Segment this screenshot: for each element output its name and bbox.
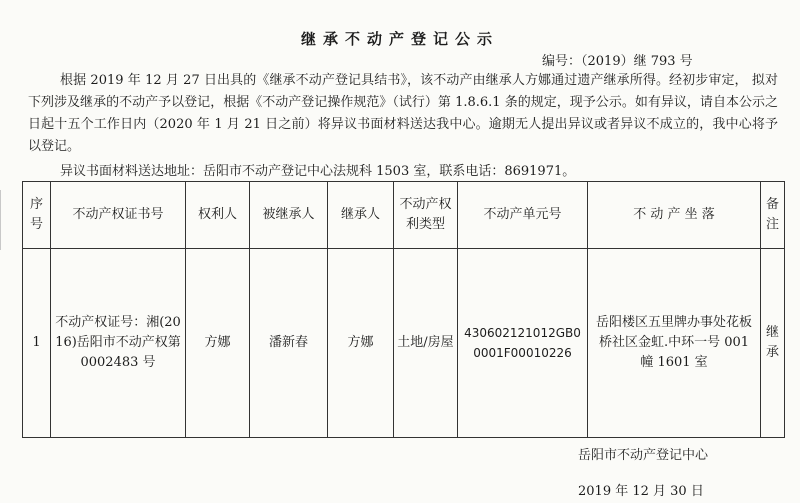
cell-remark: 继承 <box>761 249 785 438</box>
cell-right-holder: 方娜 <box>186 249 250 438</box>
header-remark: 备注 <box>761 182 785 249</box>
notice-title: 继承不动产登记公示 <box>300 30 499 48</box>
cell-cert-no: 不动产权证号：湘(2016)岳阳市不动产权第 0002483 号 <box>51 249 186 438</box>
issuer-signature: 岳阳市不动产登记中心 <box>578 448 709 463</box>
header-heir: 继承人 <box>328 182 394 249</box>
cell-location: 岳阳楼区五里牌办事处花板桥社区金虹.中环一号 001 幢 1601 室 <box>588 249 761 438</box>
header-right-type: 不动产权利类型 <box>394 182 458 249</box>
cell-heir: 方娜 <box>328 249 394 438</box>
header-decedent: 被继承人 <box>250 182 328 249</box>
issue-date: 2019 年 12 月 30 日 <box>578 484 704 499</box>
objection-address-line: 异议书面材料送达地址：岳阳市不动产登记中心法规科 1503 室，联系电话：8691971。 <box>60 164 576 179</box>
cell-right-type: 土地/房屋 <box>394 249 458 438</box>
header-seq: 序号 <box>23 182 51 249</box>
registration-table <box>22 181 785 438</box>
header-location: 不 动 产 坐 落 <box>588 182 761 249</box>
header-right-holder: 权利人 <box>186 182 250 249</box>
scan-edge-mark <box>0 190 9 250</box>
notice-paragraph: 根据 2019 年 12 月 27 日出具的《继承不动产登记具结书》，该不动产由继承人方娜通过遗产继承所得。经初步审定， 拟对下列涉及继承的不动产予以登记，根据《不动产登记操作规范》（试行）第 1.8.6.1 条的规定，现予公示。如有异议，请自本公示之日起十五个工作日内（2020 年 1 月 21 日之前）将异议书面材料送达我中心。逾期无人提出异议或者异议不成立的，我中心将予以登记。 <box>28 73 778 154</box>
cell-decedent: 潘新春 <box>250 249 328 438</box>
document-number: 编号：（2019）继 793 号 <box>542 54 693 69</box>
cell-unit-no: 430602121012GB00001F00010226 <box>458 249 588 438</box>
header-cert-no: 不动产权证书号 <box>51 182 186 249</box>
cell-seq: 1 <box>23 249 51 438</box>
table-header-row <box>23 182 785 249</box>
table-row <box>23 249 785 438</box>
header-unit-no: 不动产单元号 <box>458 182 588 249</box>
